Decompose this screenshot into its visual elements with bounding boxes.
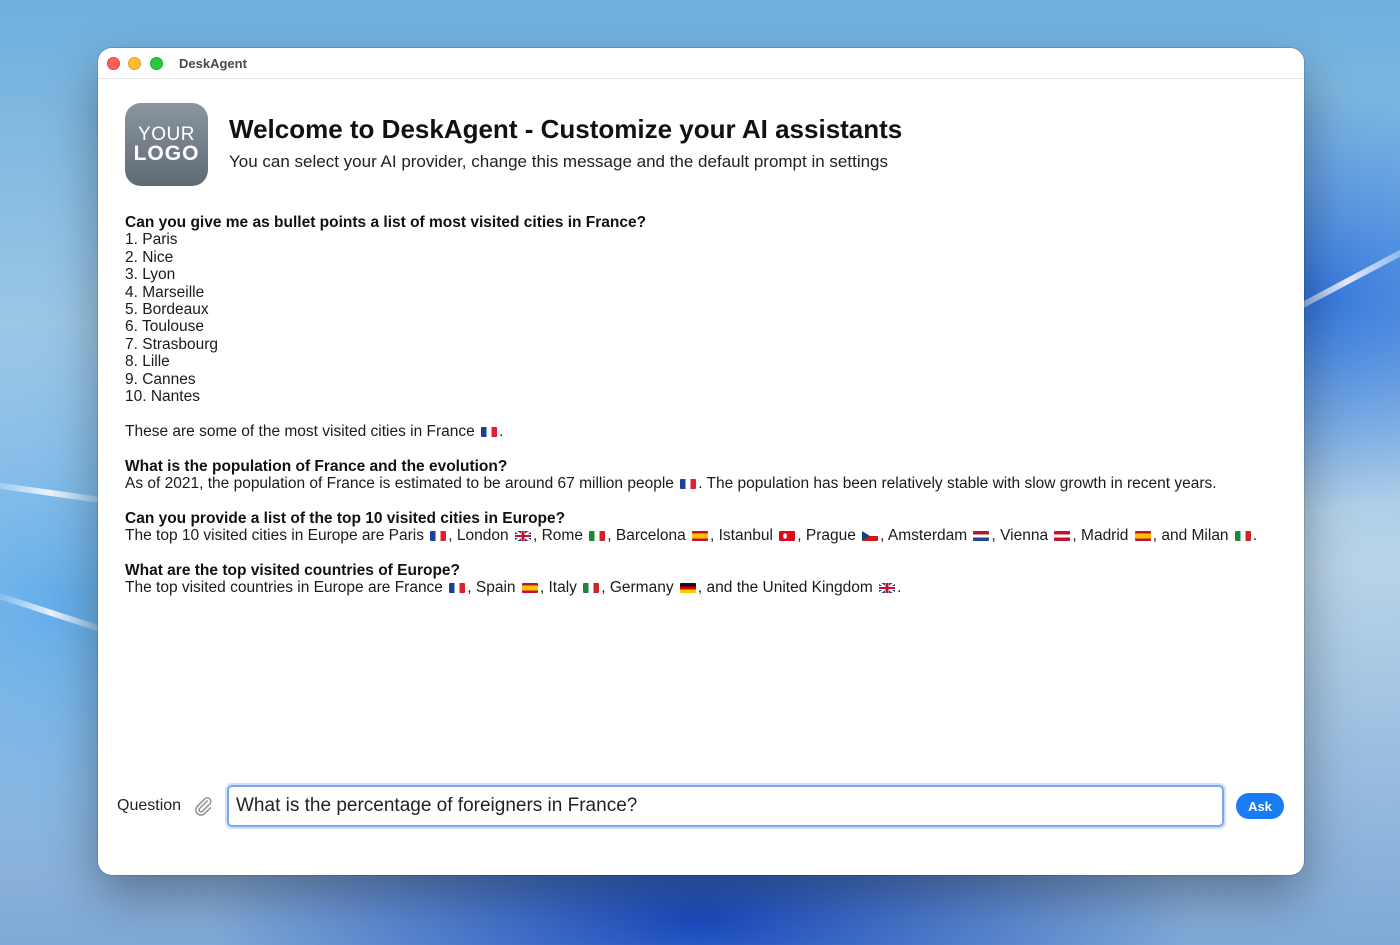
answer-summary: These are some of the most visited cities in France .	[125, 422, 504, 440]
answer-list-item: 8. Lille	[125, 353, 170, 371]
city-name: Barcelona	[615, 527, 686, 545]
qa-block-3	[125, 510, 1295, 545]
paperclip-icon[interactable]	[192, 795, 214, 817]
answer-part: . The population has been relatively stable with slow growth in recent years.	[698, 475, 1217, 493]
logo-text-bottom: LOGO	[133, 141, 200, 165]
uk-flag-icon	[515, 531, 531, 541]
answer-list-item: 7. Strasbourg	[125, 335, 219, 353]
answer-part: As of 2021, the population of France is estimated to be around 67 million people	[125, 475, 674, 493]
answer-text	[125, 475, 1295, 492]
france-flag-icon	[481, 427, 497, 437]
turkey-flag-icon	[779, 531, 795, 541]
austria-flag-icon	[1054, 531, 1070, 541]
city-name: Prague	[805, 527, 856, 545]
country-name: Spain	[475, 579, 516, 597]
answer-intro: The top 10 visited cities in Europe are	[125, 527, 385, 545]
city-name: Rome	[541, 527, 583, 545]
germany-flag-icon	[680, 583, 696, 593]
page-title: Welcome to DeskAgent - Customize your AI assistants	[229, 114, 903, 144]
country-name: Germany	[609, 579, 674, 597]
city-name: Milan	[1191, 527, 1229, 545]
country-name: France	[394, 579, 443, 597]
city-name: Paris	[388, 527, 424, 545]
question-bar	[98, 784, 1304, 828]
france-flag-icon	[430, 531, 446, 541]
answer-text: The top visited countries in Europe are France , Spain , Italy , Germany , and the United Kingdom .	[125, 579, 902, 597]
italy-flag-icon	[583, 583, 599, 593]
answer-text: These are some of the most visited cities in France	[125, 422, 475, 440]
spain-flag-icon	[692, 531, 708, 541]
page-subtitle: You can select your AI provider, change this message and the default prompt in settings	[229, 152, 888, 171]
city-name: London	[456, 527, 509, 545]
answer-intro: The top visited countries in Europe are	[125, 579, 391, 597]
uk-flag-icon	[879, 583, 895, 593]
question-text: What is the population of France and the evolution?	[125, 457, 508, 475]
city-name: Amsterdam	[887, 527, 968, 545]
italy-flag-icon	[1235, 531, 1251, 541]
question-label: Question	[117, 797, 182, 814]
question-text: Can you give me as bullet points a list of most visited cities in France?	[125, 214, 647, 231]
france-flag-icon	[449, 583, 465, 593]
answer-list-item: 5. Bordeaux	[125, 301, 209, 319]
title-bar	[98, 48, 1304, 79]
italy-flag-icon	[589, 531, 605, 541]
question-text: Can you provide a list of the top 10 visited cities in Europe?	[125, 509, 566, 527]
answer-list-item: 10. Nantes	[125, 388, 200, 406]
qa-block-2	[125, 458, 1295, 493]
ask-button[interactable]: Ask	[1236, 793, 1284, 819]
minimize-window-button[interactable]	[128, 57, 141, 70]
answer-list-item: 6. Toulouse	[125, 318, 204, 336]
spain-flag-icon	[1135, 531, 1151, 541]
czech-flag-icon	[862, 531, 878, 541]
netherlands-flag-icon	[973, 531, 989, 541]
city-name: Madrid	[1081, 527, 1129, 545]
answer-list-item: 9. Cannes	[125, 370, 196, 388]
france-flag-icon	[680, 479, 696, 489]
window-title: DeskAgent	[179, 56, 247, 71]
question-text: What are the top visited countries of Europe?	[125, 562, 461, 580]
answer-list-item: 1. Paris	[125, 231, 178, 249]
app-logo	[125, 103, 208, 186]
logo-text-top: YOUR	[138, 123, 195, 145]
answer-text: The top 10 visited cities in Europe are Paris , London , Rome , Barcelona , Istanbul , Prague , Amsterdam , Vienna , Madrid , and Milan .	[125, 527, 1258, 545]
maximize-window-button[interactable]	[150, 57, 163, 70]
qa-block-4	[125, 562, 1295, 597]
close-window-button[interactable]	[107, 57, 120, 70]
answer-list-item: 4. Marseille	[125, 283, 205, 301]
city-name: Vienna	[1000, 527, 1049, 545]
spain-flag-icon	[522, 583, 538, 593]
conversation-area	[125, 214, 1295, 614]
answer-list-item: 3. Lyon	[125, 266, 176, 284]
country-name: Italy	[548, 579, 577, 597]
answer-list-item: 2. Nice	[125, 248, 174, 266]
country-name: the United Kingdom	[736, 579, 873, 597]
question-input[interactable]	[227, 785, 1224, 827]
qa-block-1	[125, 214, 1295, 405]
city-name: Istanbul	[718, 527, 773, 545]
app-window	[98, 48, 1304, 875]
